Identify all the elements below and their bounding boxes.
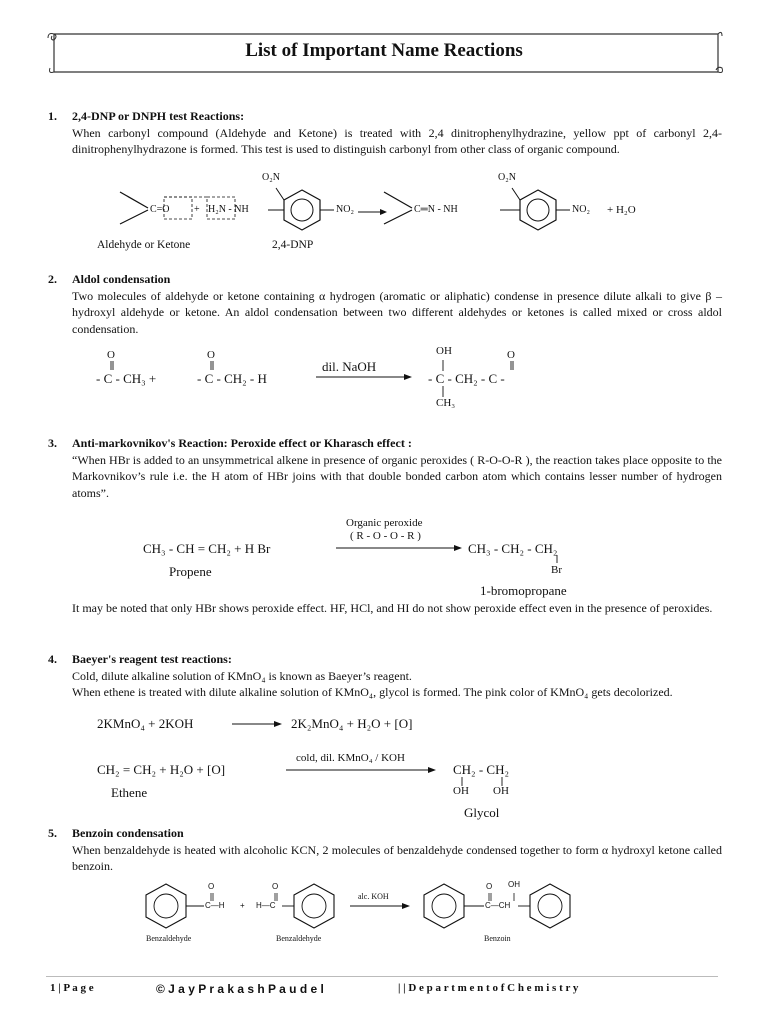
oxygen-label: O	[272, 882, 279, 891]
ethene-equation: CH₂ = CH₂ + H₂O + [O]	[97, 762, 226, 777]
bromopropane-equation: CH₃ - CH₂ - CH₂	[468, 541, 558, 556]
section-heading: Aldol condensation	[72, 272, 171, 286]
oxygen-label: O	[486, 882, 493, 891]
benzaldehyde-name: Benzaldehyde	[146, 934, 192, 943]
section-text: Two molecules of aldehyde or ketone containing α hydrogen (aromatic or aliphatic) condense in presence dilute alkali to give β – hydroxyl aldehyde or ketone. An aldol condensation between two different aldehydes or ketones is called mixed or cross aldol condensation.	[72, 288, 722, 336]
aldol-reactant-2: - C - CH₂ - H	[197, 371, 267, 386]
water-product: + H₂O	[607, 204, 636, 216]
no2-label: NO₂	[336, 204, 354, 215]
hydroxyl-label: OH	[436, 345, 452, 357]
ethene-name: Ethene	[111, 785, 148, 800]
department-credit: | | D e p a r t m e n t o f C h e m i s t r y	[398, 982, 579, 994]
oxygen-label: O	[207, 349, 215, 361]
hydrazone-link: C═N - NH	[414, 204, 458, 215]
propene-equation: CH₃ - CH = CH₂ + H Br	[143, 541, 271, 556]
reactant-name: Aldehyde or Ketone	[97, 239, 191, 251]
aldehyde-group-2: H—C	[256, 901, 276, 910]
reagent-line-1: Organic peroxide	[346, 517, 423, 529]
section-text: When carbonyl compound (Aldehyde and Ketone) is treated with 2,4 dinitrophenylhydrazine, yellow ppt of carbonyl 2,4-dinitrophenylhydrazone is formed. This test is used to distinguish carbonyl from other class of organic compound.	[72, 125, 722, 156]
glycol-name: Glycol	[464, 805, 500, 820]
section-number: 3.	[48, 436, 57, 450]
section-text: “When HBr is added to an unsymmetrical alkene in presence of organic peroxides ( R-O-O-R ), the reaction takes place opposite to the Markovnikov’s rule i.e. the H atom of HBr joins with that double bonded carbon atom which contains lesser number of hydrogen atoms”.	[72, 452, 722, 500]
aldehyde-group: C—H	[205, 901, 225, 910]
propene-name: Propene	[169, 564, 212, 579]
section-heading: 2,4-DNP or DNPH test Reactions:	[72, 109, 245, 123]
o2n-label: O₂N	[262, 172, 280, 183]
bromine-label: Br	[551, 564, 562, 576]
aldol-product: - C - CH₂ - C -	[428, 371, 505, 386]
benzoin-name: Benzoin	[484, 934, 511, 943]
benzaldehyde-name-2: Benzaldehyde	[276, 934, 322, 943]
section-number: 2.	[48, 272, 57, 286]
reagent-line-2: ( R - O - O - R )	[350, 530, 421, 542]
page-title: List of Important Name Reactions	[245, 40, 523, 61]
benzoin-reagent: alc. KOH	[358, 892, 389, 901]
bromopropane-name: 1-bromopropane	[480, 583, 567, 598]
page-number: 1 | P a g e	[50, 982, 94, 994]
o2n-label-product: O₂N	[498, 172, 516, 183]
section-text-1: Cold, dilute alkaline solution of KMnO₄ is known as Baeyer’s reagent.	[72, 668, 412, 683]
kmno4-equation-rhs: 2K₂MnO₄ + H₂O + [O]	[291, 716, 413, 731]
hydroxyl-label: OH	[453, 785, 469, 797]
footer-divider	[46, 976, 718, 977]
hydroxyl-label: OH	[493, 785, 509, 797]
methyl-label: CH₃	[436, 397, 456, 409]
baeyer-reagent: cold, dil. KMnO₄ / KOH	[296, 752, 405, 764]
hydrazine-group: H₂N - NH	[208, 204, 249, 215]
glycol-formula: CH₂ - CH₂	[453, 762, 510, 777]
reagent-name: 2,4-DNP	[272, 239, 314, 251]
section-heading: Anti-markovnikov's Reaction: Peroxide effect or Kharasch effect :	[72, 436, 412, 450]
section-heading: Baeyer's reagent test reactions:	[72, 652, 232, 666]
plus-sign: +	[240, 901, 245, 910]
aldol-reactant-1: - C - CH₃ +	[96, 371, 157, 386]
benzoin-group: C—CH	[485, 901, 511, 910]
oxygen-label: O	[107, 349, 115, 361]
section-text: When benzaldehyde is heated with alcoholic KCN, 2 molecules of benzaldehyde condensed together to form α hydroxyl ketone called benzoin.	[72, 842, 722, 873]
aldol-reagent: dil. NaOH	[322, 359, 377, 374]
section-heading: Benzoin condensation	[72, 826, 184, 840]
hydroxyl-label: OH	[508, 880, 520, 889]
section-number: 1.	[48, 109, 57, 123]
author-credit: © J a y P r a k a s h P a u d e l	[156, 982, 324, 996]
section-number: 5.	[48, 826, 57, 840]
peroxide-note: It may be noted that only HBr shows peroxide effect. HF, HCl, and HI do not show peroxide effect even in the presence of peroxides.	[72, 601, 713, 615]
plus-sign: +	[194, 204, 200, 215]
oxygen-label: O	[507, 349, 515, 361]
carbonyl-group: C=O	[150, 204, 170, 215]
section-text-2: When ethene is treated with dilute alkaline solution of KMnO₄, glycol is formed. The pink color of KMnO₄ gets decolorized.	[72, 685, 673, 699]
section-number: 4.	[48, 652, 57, 666]
kmno4-equation-lhs: 2KMnO₄ + 2KOH	[97, 716, 194, 731]
no2-label-product: NO₂	[572, 204, 590, 215]
oxygen-label: O	[208, 882, 215, 891]
